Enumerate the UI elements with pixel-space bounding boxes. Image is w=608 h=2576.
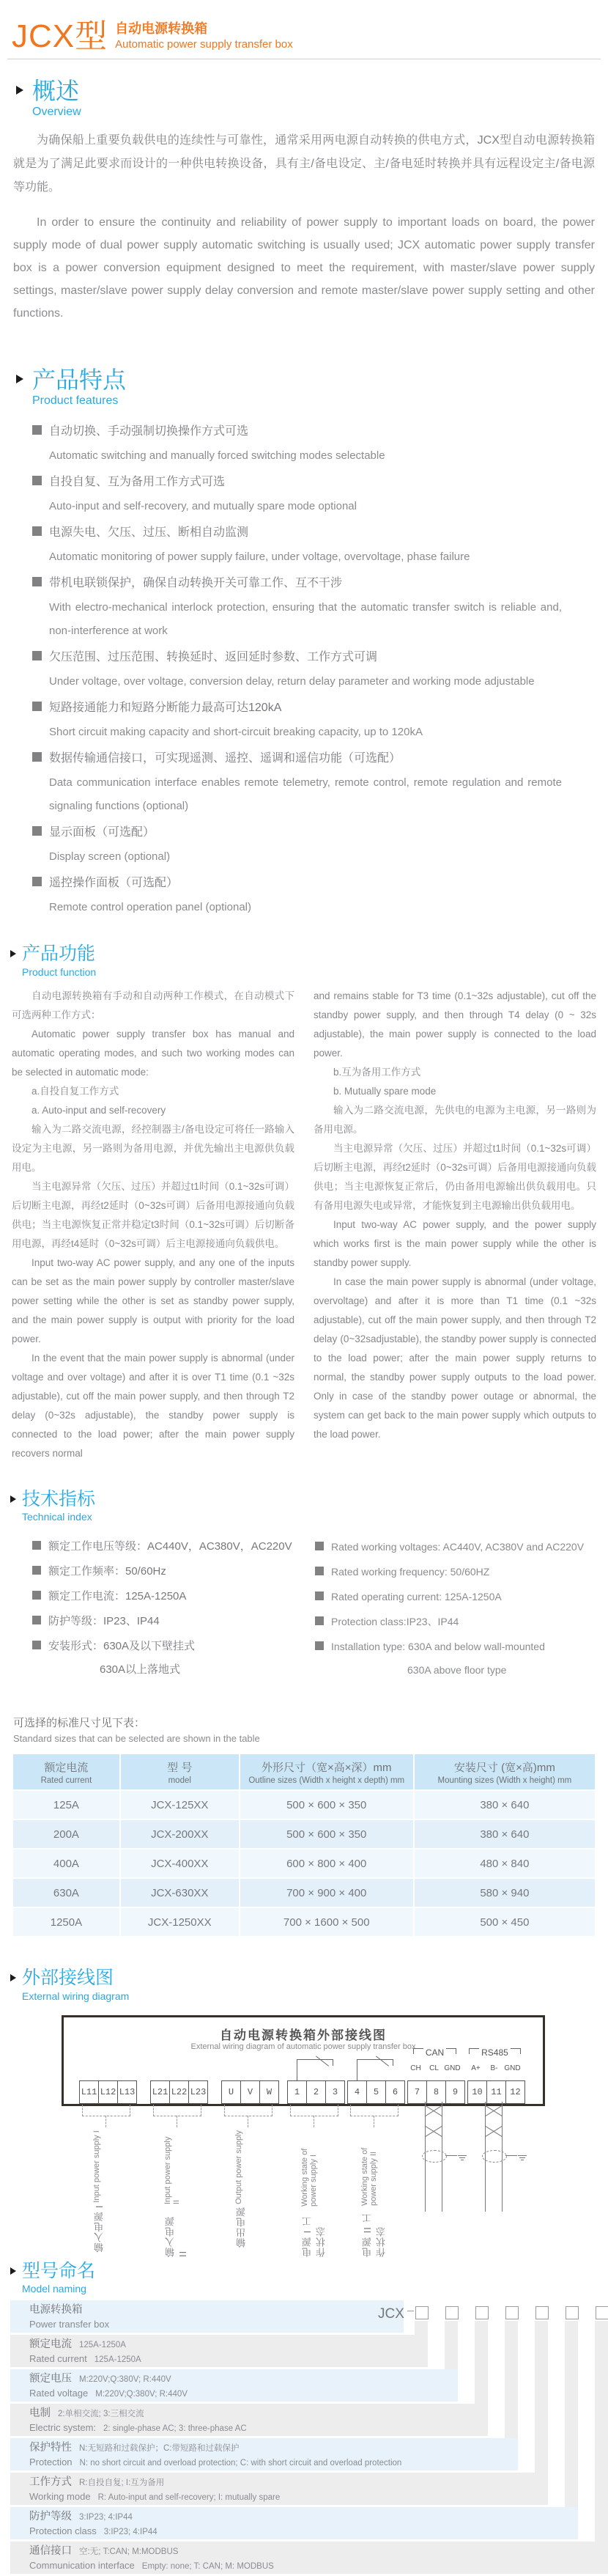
bullet-icon bbox=[32, 702, 42, 711]
naming-row: 电源转换箱 Power transfer box bbox=[10, 2300, 404, 2333]
naming-row: 额定电压 M:220V;Q:380V; R:440V Rated voltage M:220V;Q:380V; R:440V bbox=[10, 2369, 458, 2402]
model-naming-diagram bbox=[10, 2300, 608, 2576]
table-header-cell: 额定电流 Rated current bbox=[13, 1754, 121, 1789]
section-marker-icon bbox=[16, 375, 23, 383]
feature-en: Display screen (optional) bbox=[49, 850, 171, 864]
function-paragraph: 当主电源异常（欠压、过压）并超过t1时间（0.1~32s可调）后切断主电源，再经t2延时（0~32s可调）后备用电源接通向负载供电；当主电源恢复正常后，仍由备用电源输出供负载用电。只有备用电源失电或异常，才能恢复到主电源输出供负载用电。 bbox=[314, 1142, 596, 1211]
wiring-box bbox=[62, 2015, 545, 2106]
product-title-en: Automatic power supply transfer box bbox=[115, 37, 293, 51]
functions-right-column bbox=[314, 987, 596, 1463]
tech-item: Rated working voltages: AC440V, AC380V and AC220V bbox=[331, 1541, 585, 1553]
feature-zh: 显示面板（可选配） bbox=[49, 826, 155, 839]
overview-section-heading bbox=[16, 78, 608, 119]
feature-zh: 自投自复、互为备用工作方式可选 bbox=[49, 476, 226, 489]
code-box bbox=[475, 2306, 489, 2319]
feature-item bbox=[32, 820, 576, 869]
terminal-cell: W bbox=[259, 2080, 279, 2104]
section-marker-icon bbox=[10, 1974, 16, 1981]
terminal-cell: L21 bbox=[150, 2080, 170, 2104]
table-header-cell: 安装尺寸 (宽×高)mm Mounting sizes (Width x height) mm bbox=[415, 1754, 595, 1789]
heading-zh: 产品功能 bbox=[22, 943, 96, 965]
features-section-heading bbox=[16, 367, 608, 408]
bullet-icon bbox=[315, 1641, 324, 1650]
feature-zh: 遥控操作面板（可选配） bbox=[49, 877, 179, 890]
function-paragraph: a. Auto-input and self-recovery bbox=[31, 1104, 166, 1116]
ground-icon bbox=[457, 2155, 467, 2162]
bullet-icon bbox=[32, 1541, 41, 1550]
terminal-cell: L12 bbox=[98, 2080, 118, 2104]
twisted-pair-icon bbox=[485, 2102, 503, 2212]
terminal-cell: U bbox=[221, 2080, 241, 2104]
heading-zh: 外部接线图 bbox=[22, 1968, 114, 1989]
feature-en: With electro-mechanical interlock protection, ensuring that the automatic transfer switch is reliable and, non-interference at work bbox=[49, 601, 562, 638]
feature-list bbox=[32, 419, 576, 919]
heading-en: Technical index bbox=[22, 1511, 92, 1523]
group-bracket bbox=[290, 2105, 338, 2116]
rs485-bus-label: RS485 bbox=[467, 2048, 523, 2057]
terminal-cell: 11 bbox=[486, 2080, 506, 2104]
group-label-state2: 电源 II 工作状态 Working state of power supply II bbox=[360, 2147, 387, 2257]
terminal-cell: L23 bbox=[188, 2080, 208, 2104]
heading-zh: 概述 bbox=[32, 78, 80, 104]
terminal-cell: 9 bbox=[445, 2080, 465, 2104]
code-box bbox=[505, 2306, 519, 2319]
tech-item: 额定工作电流：125A-1250A bbox=[48, 1590, 187, 1603]
table-cell: 630A bbox=[13, 1877, 121, 1907]
function-paragraph: Automatic power supply transfer box has manual and automatic operating modes, and such two working modes can be selected in automatic mode: bbox=[12, 1028, 294, 1078]
feature-zh: 电源失电、欠压、过压、断相自动监测 bbox=[49, 526, 249, 540]
product-title-zh: 自动电源转换箱 bbox=[115, 21, 208, 36]
code-box bbox=[566, 2306, 579, 2319]
table-cell: JCX-200XX bbox=[121, 1819, 240, 1848]
heading-en: External wiring diagram bbox=[22, 1990, 130, 2002]
feature-en: Remote control operation panel (optional) bbox=[49, 901, 251, 914]
leader-line bbox=[105, 2116, 106, 2127]
bullet-icon bbox=[32, 1591, 41, 1600]
tech-right-column bbox=[315, 1534, 598, 1681]
code-box bbox=[415, 2306, 429, 2319]
wiring-section-heading bbox=[10, 1968, 608, 2002]
bullet-icon bbox=[32, 752, 42, 762]
feature-en: Data communication interface enables remote telemetry, remote control, remote regulation and remote signaling functions (optional) bbox=[49, 776, 562, 813]
table-cell: 125A bbox=[13, 1789, 121, 1819]
heading-en: Product function bbox=[22, 965, 97, 978]
table-cell: 600 × 800 × 400 bbox=[240, 1848, 415, 1877]
feature-en: Under voltage, over voltage, conversion delay, return delay parameter and working mode adjustable bbox=[49, 675, 535, 688]
section-marker-icon bbox=[10, 1495, 16, 1503]
code-strip bbox=[415, 2321, 428, 2335]
table-cell: JCX-125XX bbox=[121, 1789, 240, 1819]
function-paragraph: Input two-way AC power supply, and the power supply which works first is the main power supply while the other is standby power supply. bbox=[314, 1218, 596, 1268]
tech-left-column bbox=[32, 1534, 315, 1681]
table-cell: 200A bbox=[13, 1819, 121, 1848]
tech-item-sub: 630A以上落地式 bbox=[100, 1663, 181, 1677]
code-box bbox=[445, 2306, 459, 2319]
terminal-cell: 2 bbox=[306, 2080, 326, 2104]
ground-icon bbox=[517, 2155, 527, 2162]
group-label-input1: 输入电源 I Input power supply I bbox=[92, 2130, 105, 2253]
group-label-output: 输出电源 Output power supply bbox=[234, 2130, 247, 2248]
tech-item: Protection class:IP23、IP44 bbox=[331, 1616, 459, 1628]
bullet-icon bbox=[315, 1567, 324, 1575]
terminal-group-input1 bbox=[80, 2080, 137, 2104]
overview-paragraph-zh: 为确保船上重要负载供电的连续性与可靠性，通常采用两电源自动转换的供电方式，JCX型自动电源转换箱就是为了满足此要求而设计的一种供电转换设备，具有主/备电设定、主/备电延时转换并具有远程设定主/备电源等功能。 bbox=[13, 134, 595, 194]
function-paragraph: 输入为二路交流电源，先供电的电源为主电源，另一路则为备用电源。 bbox=[314, 1104, 596, 1135]
terminal-group-input2 bbox=[151, 2080, 208, 2104]
naming-row: 防护等级 3:IP23; 4:IP44 Protection class 3:IP23; 4:IP44 bbox=[10, 2507, 578, 2539]
function-paragraph: 输入为二路交流电源，经控制器主/备电设定可将任一路输入设定为主电源，另一路则为备用电源，并优先输出主电源供负载用电。 bbox=[12, 1123, 294, 1173]
feature-en: Auto-input and self-recovery, and mutually spare mode optional bbox=[49, 500, 357, 513]
wiring-diagram bbox=[62, 2015, 545, 2257]
terminal-cell: 5 bbox=[366, 2080, 386, 2104]
function-paragraph: Input two-way AC power supply, and any one of the inputs can be set as the main power supply by controller master/slave power setting while the other is set as standby power supply, and the main power supply is output with priority for the load power. bbox=[12, 1256, 294, 1344]
tech-item: 额定工作频率：50/60Hz bbox=[48, 1565, 166, 1578]
changeover-switch-icon bbox=[348, 2059, 401, 2081]
can-bus-label: CAN bbox=[407, 2048, 463, 2057]
product-model: JCX型 bbox=[12, 18, 108, 54]
function-paragraph: 自动电源转换箱有手动和自动两种工作模式，在自动模式下可选两种工作方式： bbox=[12, 990, 294, 1020]
bullet-icon bbox=[32, 526, 42, 536]
tech-item-sub: 630A above floor type bbox=[407, 1664, 507, 1677]
table-cell: JCX-630XX bbox=[121, 1877, 240, 1907]
group-bracket bbox=[224, 2105, 273, 2116]
feature-item bbox=[32, 696, 576, 744]
tech-item: Installation type: 630A and below wall-mounted bbox=[331, 1641, 545, 1653]
code-strip bbox=[475, 2321, 488, 2404]
terminal-group-state1 bbox=[288, 2080, 345, 2104]
code-strip bbox=[565, 2321, 578, 2507]
code-box bbox=[535, 2306, 549, 2319]
heading-zh: 技术指标 bbox=[22, 1488, 96, 1509]
feature-item bbox=[32, 470, 576, 518]
bullet-icon bbox=[315, 1616, 324, 1625]
group-bracket bbox=[82, 2105, 130, 2116]
bullet-icon bbox=[32, 877, 42, 886]
ground-wire bbox=[505, 2155, 517, 2156]
functions-columns bbox=[12, 987, 596, 1463]
feature-item bbox=[32, 871, 576, 919]
wiring-title-en: External wiring diagram of automatic power supply transfer box bbox=[190, 2042, 416, 2051]
terminal-group-rs485 bbox=[468, 2080, 525, 2104]
sizes-note-en: Standard sizes that can be selected are shown in the table bbox=[13, 1733, 260, 1745]
feature-en: Automatic switching and manually forced switching modes selectable bbox=[49, 449, 385, 463]
tech-item: 安装形式：630A及以下壁挂式 bbox=[48, 1640, 196, 1653]
terminal-cell: L13 bbox=[117, 2080, 137, 2104]
feature-zh: 欠压范围、过压范围、转换延时、返回延时参数、工作方式可调 bbox=[49, 651, 378, 664]
feature-item bbox=[32, 419, 576, 468]
section-marker-icon bbox=[10, 950, 16, 957]
table-cell: 380 × 640 bbox=[415, 1819, 595, 1848]
naming-row: 电制 2:单相交流; 3:三相交流 Electric system: 2: single-phase AC; 3: three-phase AC bbox=[10, 2404, 488, 2436]
section-marker-icon bbox=[10, 2267, 16, 2275]
rs485-pin-labels: A+ B- GND bbox=[471, 2064, 521, 2072]
terminal-cell: 4 bbox=[347, 2080, 367, 2104]
table-cell: 500 × 600 × 350 bbox=[240, 1819, 415, 1848]
group-bracket bbox=[350, 2105, 398, 2116]
bullet-icon bbox=[32, 651, 42, 660]
tech-columns bbox=[32, 1534, 608, 1681]
feature-item bbox=[32, 571, 576, 643]
heading-zh: 产品特点 bbox=[32, 367, 127, 394]
terminal-cell: 6 bbox=[385, 2080, 405, 2104]
group-label-input2: 输入电源 II Input power supply II bbox=[163, 2136, 188, 2257]
tech-item: 防护等级：IP23、IP44 bbox=[48, 1615, 160, 1628]
terminal-cell: 7 bbox=[407, 2080, 427, 2104]
code-strip bbox=[535, 2321, 548, 2473]
bullet-icon bbox=[32, 476, 42, 485]
group-bracket bbox=[153, 2105, 201, 2116]
function-paragraph: and remains stable for T3 time (0.1~32s adjustable), cut off the standby power supply, and then through T4 delay (0 ~ 32s adjustable), the main power supply is connected to the load power. bbox=[314, 990, 596, 1059]
terminal-cell: V bbox=[240, 2080, 260, 2104]
terminal-group-output bbox=[222, 2080, 279, 2104]
heading-zh: 型号命名 bbox=[22, 2260, 96, 2281]
bullet-icon bbox=[32, 1616, 41, 1624]
feature-item bbox=[32, 645, 576, 693]
tech-item: Rated operating current: 125A-1250A bbox=[331, 1591, 502, 1603]
naming-row: 保护特性 N:无短路和过载保护；C:带短路和过载保护 Protection N: no short circuit and overload protection; C: with short circuit and overload protection bbox=[10, 2438, 518, 2470]
ground-wire bbox=[445, 2155, 457, 2156]
terminal-cell: 10 bbox=[467, 2080, 487, 2104]
functions-section-heading bbox=[10, 944, 608, 978]
function-paragraph: b.互为备用工作方式 bbox=[333, 1066, 421, 1078]
feature-zh: 带机电联锁保护，确保自动转换开关可靠工作、互不干涉 bbox=[49, 577, 343, 590]
bullet-icon bbox=[315, 1542, 324, 1550]
table-cell: 380 × 640 bbox=[415, 1789, 595, 1819]
heading-en: Model naming bbox=[22, 2283, 86, 2295]
function-paragraph: b. Mutually spare mode bbox=[333, 1085, 437, 1097]
heading-en: Overview bbox=[32, 106, 81, 119]
bullet-icon bbox=[32, 1566, 41, 1575]
table-cell: 700 × 900 × 400 bbox=[240, 1877, 415, 1907]
table-header-cell: 外形尺寸（宽×高×深）mm Outline sizes (Width x height x depth) mm bbox=[240, 1754, 415, 1789]
code-strip bbox=[505, 2321, 518, 2438]
feature-zh: 自动切换、手动强制切换操作方式可选 bbox=[49, 425, 249, 438]
naming-section-heading bbox=[10, 2262, 608, 2295]
bullet-icon bbox=[32, 425, 42, 435]
tech-item: Rated working frequency: 50/60HZ bbox=[331, 1566, 490, 1578]
bullet-icon bbox=[32, 1641, 41, 1649]
feature-zh: 数据传输通信接口，可实现遥测、遥控、遥调和遥信功能（可选配） bbox=[49, 752, 401, 765]
sizes-note-zh: 可选择的标准尺寸见下表： bbox=[13, 1717, 146, 1730]
terminal-cell: 3 bbox=[325, 2080, 345, 2104]
functions-left-column bbox=[12, 987, 294, 1463]
table-cell: JCX-1250XX bbox=[121, 1907, 240, 1936]
terminal-cell: 8 bbox=[426, 2080, 446, 2104]
table-cell: 480 × 840 bbox=[415, 1848, 595, 1877]
feature-en: Short circuit making capacity and short-circuit breaking capacity, up to 120kA bbox=[49, 726, 423, 739]
sizes-table bbox=[13, 1754, 595, 1936]
feature-item bbox=[32, 746, 576, 818]
bullet-icon bbox=[315, 1591, 324, 1600]
naming-row: 通信接口 空:无; T:CAN; M:MODBUS Communication interface Empty: none; T: CAN; M: MODBUS bbox=[10, 2542, 608, 2574]
table-cell: 700 × 1600 × 500 bbox=[240, 1907, 415, 1936]
section-marker-icon bbox=[16, 86, 23, 95]
table-cell: 400A bbox=[13, 1848, 121, 1877]
heading-en: Product features bbox=[32, 394, 119, 408]
feature-en: Automatic monitoring of power supply failure, under voltage, overvoltage, phase failure bbox=[49, 551, 470, 564]
code-strip bbox=[445, 2321, 458, 2369]
twisted-pair-icon bbox=[425, 2102, 442, 2212]
terminal-group-can bbox=[408, 2080, 465, 2104]
terminal-cell: 12 bbox=[505, 2080, 525, 2104]
terminal-cell: L22 bbox=[169, 2080, 189, 2104]
tech-section-heading bbox=[10, 1490, 608, 1523]
cable-shield-icon bbox=[422, 2150, 447, 2163]
wiring-title-zh: 自动电源转换箱外部接线图 bbox=[220, 2028, 387, 2042]
function-paragraph: In case the main power supply is abnormal (under voltage, overvoltage) and after it is more than T1 time (0.1 ~32s adjustable), cut off the main power supply, and then through T2 delay (0~32sadjustable), the standby power supply is connected to the load power; after the main power supply returns to normal, the standby power supply outputs to the load power. Only in case of the standby power outage or abnormal, the system can get back to the main power supply which outputs to the load power. bbox=[314, 1276, 596, 1440]
page-header bbox=[0, 0, 608, 53]
code-strip bbox=[595, 2321, 608, 2542]
table-cell: 580 × 940 bbox=[415, 1877, 595, 1907]
cable-shield-icon bbox=[482, 2150, 507, 2163]
bullet-icon bbox=[32, 577, 42, 586]
naming-row: 工作方式 R:自投自复; I:互为备用 Working mode R: Auto-input and self-recovery; I: mutually spare bbox=[10, 2473, 548, 2505]
overview-paragraph-en: In order to ensure the continuity and reliability of power supply to important loads on board, the power supply mode of dual power supply automatic switching is usually used; JCX automatic power supply transfer box is a power conversion equipment designed to meet the requirement, with master/slave power supply settings, master/slave power supply delay conversion and remote master/slave power supply setting and other functions. bbox=[13, 216, 595, 320]
bullet-icon bbox=[32, 826, 42, 836]
feature-item bbox=[32, 520, 576, 569]
terminal-cell: L11 bbox=[79, 2080, 99, 2104]
function-paragraph: In the event that the main power supply is abnormal (under voltage and over voltage) and after it is over T1 time (0.1 ~32s adjustable), cut off the main power supply, and then through T2 delay (0~32s adjustable), the standby power supply is connected to the load power; after the main power supply recovers normal bbox=[12, 1352, 294, 1459]
feature-zh: 短路接通能力和短路分断能力最高可达120kA bbox=[49, 702, 282, 715]
table-header-cell: 型 号 model bbox=[121, 1754, 240, 1789]
table-cell: 1250A bbox=[13, 1907, 121, 1936]
tech-item: 额定工作电压等级：AC440V，AC380V，AC220V bbox=[48, 1540, 292, 1553]
table-cell: 500 × 450 bbox=[415, 1907, 595, 1936]
table-cell: JCX-400XX bbox=[121, 1848, 240, 1877]
changeover-switch-icon bbox=[288, 2059, 341, 2081]
group-label-state1: 电源 I 工作状态 Working state of power supply I bbox=[300, 2148, 327, 2257]
terminal-group-state2 bbox=[348, 2080, 405, 2104]
can-pin-labels: CH CL GND bbox=[410, 2064, 461, 2072]
naming-row: 额定电流 125A-1250A Rated current 125A-1250A bbox=[10, 2335, 428, 2367]
code-box bbox=[596, 2306, 608, 2319]
model-prefix: JCX bbox=[378, 2306, 404, 2322]
terminal-cell: 1 bbox=[287, 2080, 307, 2104]
function-paragraph: a.自投自复工作方式 bbox=[31, 1085, 119, 1097]
function-paragraph: 当主电源异常（欠压、过压）并超过t1时间（0.1~32s可调）后切断主电源，再经t2延时（0~32s可调）后备用电源接通向负载供电；当主电源恢复正常并稳定t3时间（0.1~32s可调）后切断备用电源，再经t4延时（0~32s可调）后主电源接通向负载供电。 bbox=[12, 1180, 294, 1249]
table-cell: 500 × 600 × 350 bbox=[240, 1789, 415, 1819]
